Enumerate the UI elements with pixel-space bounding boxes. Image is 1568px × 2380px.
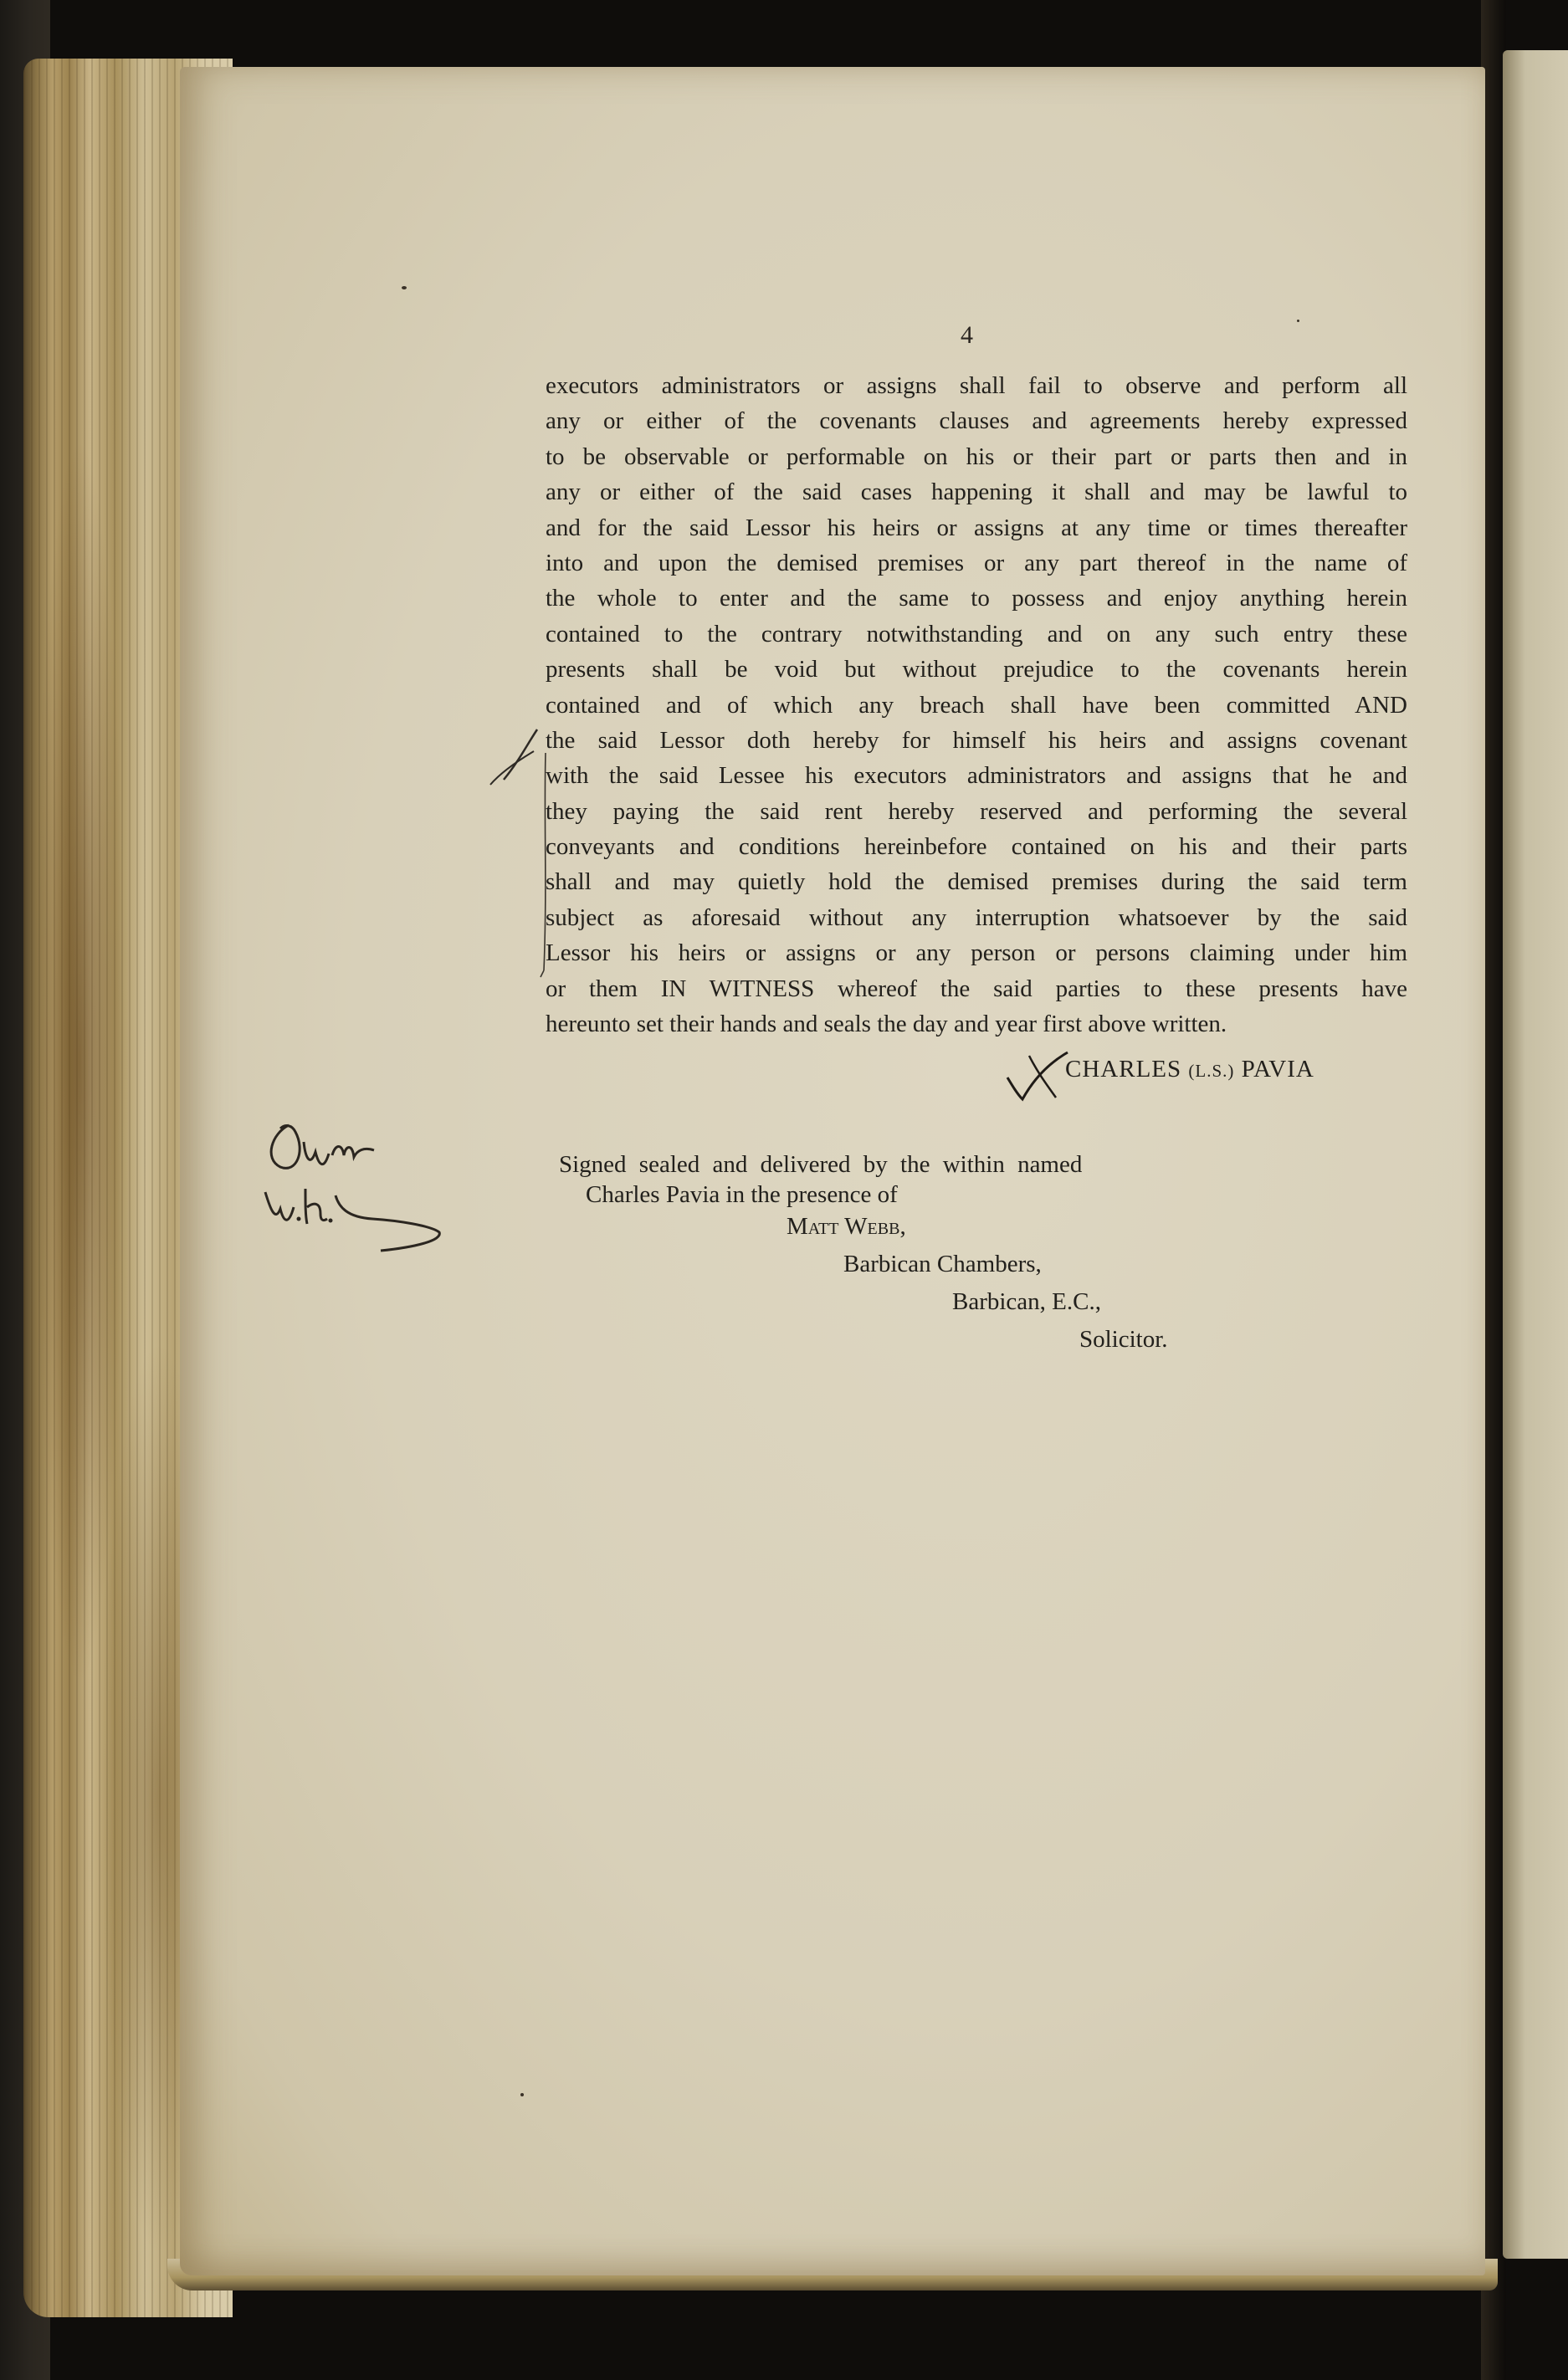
text-line: or them IN WITNESS whereof the said parties to these presents have [546, 975, 1407, 1002]
attestation-clause: Signed sealed and delivered by the within named [559, 1151, 1083, 1178]
text-line: they paying the said rent hereby reserved and performing the several [546, 797, 1407, 825]
signatory-line [1000, 1056, 1314, 1083]
margin-bracket-mark [485, 719, 561, 987]
text-line: any or either of the covenants clauses and agreements hereby expressed [546, 407, 1407, 435]
text-line: shall and may quietly hold the demised premises during the said term [546, 868, 1407, 896]
seal-mark: (L.S.) [1188, 1061, 1235, 1081]
text-line: the said Lessor doth hereby for himself his heirs and assigns covenant [546, 726, 1407, 754]
text-line: hereunto set their hands and seals the day and year first above written. [546, 1011, 1227, 1038]
signatory-last-name: PAVIA [1241, 1056, 1314, 1083]
signatory-first-name: CHARLES [1065, 1056, 1182, 1083]
text-line: with the said Lessee his executors administrators and assigns that he and [546, 762, 1407, 790]
witness-address-line-1: Barbican Chambers, [843, 1251, 1042, 1277]
ink-speck [1297, 320, 1299, 322]
attestation-clause-continued: Charles Pavia in the presence of [586, 1181, 898, 1208]
handwritten-initials [255, 1108, 456, 1276]
witness-role: Solicitor. [1079, 1326, 1168, 1353]
page-number: 4 [961, 321, 973, 349]
text-line: conveyants and conditions hereinbefore contained on his and their parts [546, 833, 1407, 861]
witness-address-line-2: Barbican, E.C., [952, 1288, 1101, 1315]
text-line: into and upon the demised premises or any part thereof in the name of [546, 549, 1407, 576]
text-line: presents shall be void but without prejudice to the covenants herein [546, 656, 1407, 683]
text-line: the whole to enter and the same to possess and enjoy anything herein [546, 585, 1407, 612]
ink-speck [520, 2093, 524, 2096]
adjacent-page [1503, 50, 1568, 2259]
text-line: and for the said Lessor his heirs or assigns at any time or times thereafter [546, 514, 1407, 541]
text-line: contained and of which any breach shall have been committed AND [546, 691, 1407, 719]
deed-body-text [546, 368, 1407, 1042]
text-line: executors administrators or assigns shall fail to observe and perform all [546, 372, 1407, 399]
ink-speck [402, 286, 407, 289]
text-line: contained to the contrary notwithstanding and on any such entry these [546, 620, 1407, 647]
text-line: any or either of the said cases happening it shall and may be lawful to [546, 479, 1407, 506]
text-line: to be observable or performable on his or their part or parts then and in [546, 443, 1407, 470]
text-line: Lessor his heirs or assigns or any person or persons claiming under him [546, 939, 1407, 967]
text-line: subject as aforesaid without any interruption whatsoever by the said [546, 903, 1407, 931]
witness-name: Matt Webb, [787, 1213, 906, 1240]
